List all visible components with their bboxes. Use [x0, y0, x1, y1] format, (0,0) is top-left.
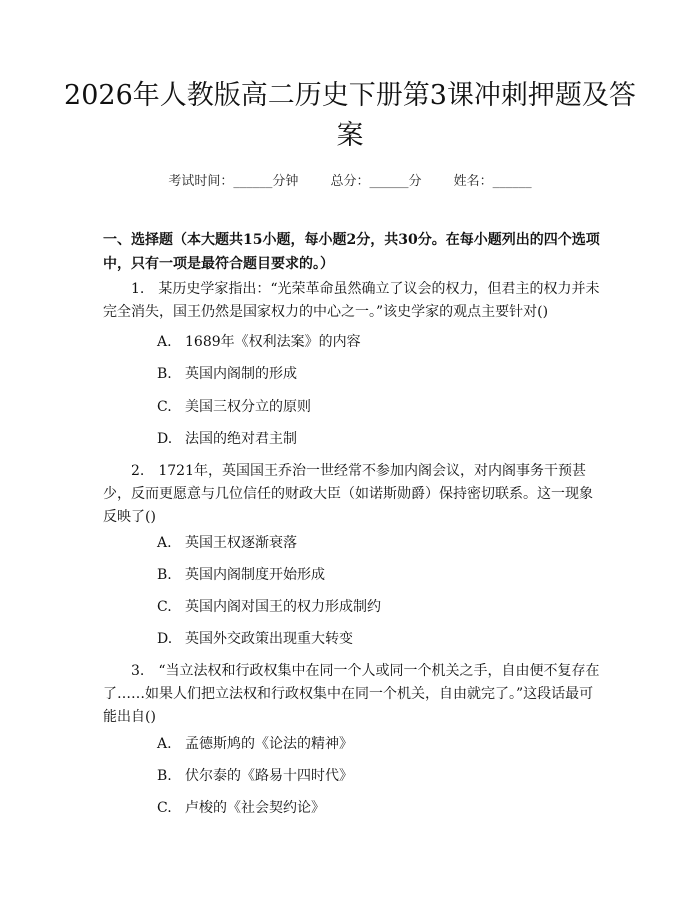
- question-1-option-d: [157, 429, 597, 449]
- question-2-option-d: [157, 629, 597, 649]
- question-3-stem: 3. “当立法权和行政权集中在同一个人或同一个机关之手，自由便不复存在了……如果人们把立法权和行政权集中在同一个机关，自由就完了。”这段话最可能出自(): [103, 663, 600, 725]
- question-1-option-c: [157, 397, 597, 417]
- option-text: 英国内阁制的形成: [185, 366, 297, 382]
- question-3-option-a: [157, 734, 597, 754]
- option-letter: C.: [157, 399, 172, 415]
- option-text: 伏尔泰的《路易十四时代》: [185, 768, 353, 784]
- question-2-option-a: [157, 533, 597, 553]
- option-letter: D.: [157, 631, 173, 647]
- option-text: 1689年《权利法案》的内容: [185, 334, 361, 350]
- student-name-field: 姓名：______: [453, 174, 532, 189]
- option-letter: A.: [157, 535, 172, 551]
- document-title: 2026年人教版高二历史下册第3课冲刺押题及答案: [64, 80, 636, 151]
- option-text: 英国王权逐渐衰落: [185, 535, 297, 551]
- exam-time-field: 考试时间：______分钟: [168, 174, 299, 189]
- option-text: 美国三权分立的原则: [185, 399, 311, 415]
- option-letter: C.: [157, 800, 172, 816]
- question-2-stem: 2. 1721年，英国国王乔治一世经常不参加内阁会议，对内阁事务干预甚少，反而更愿意与几位信任的财政大臣（如诺斯勋爵）保持密切联系。这一现象反映了(): [103, 463, 593, 525]
- option-text: 英国外交政策出现重大转变: [185, 631, 353, 647]
- option-letter: B.: [157, 567, 172, 583]
- option-text: 法国的绝对君主制: [185, 431, 297, 447]
- option-letter: A.: [157, 736, 172, 752]
- option-text: 英国内阁对国王的权力形成制约: [185, 599, 381, 615]
- question-3-option-c: [157, 798, 597, 818]
- option-letter: C.: [157, 599, 172, 615]
- section-heading: 一、选择题（本大题共15小题，每小题2分，共30分。在每小题列出的四个选项中，只有一项是最符合题目要求的。）: [103, 232, 600, 272]
- option-letter: B.: [157, 768, 172, 784]
- question-2-option-c: [157, 597, 597, 617]
- option-letter: D.: [157, 431, 173, 447]
- option-text: 卢梭的《社会契约论》: [185, 800, 325, 816]
- question-3-option-b: [157, 766, 597, 786]
- option-letter: B.: [157, 366, 172, 382]
- question-1-stem: 1. 某历史学家指出：“光荣革命虽然确立了议会的权力，但君主的权力并未完全消失，国王仍然是国家权力的中心之一。”该史学家的观点主要针对(): [103, 281, 600, 320]
- question-1-option-b: [157, 364, 597, 384]
- question-2-option-b: [157, 565, 597, 585]
- exam-info-line: [0, 170, 700, 189]
- option-letter: A.: [157, 334, 172, 350]
- total-score-field: 总分：______分: [330, 174, 422, 189]
- option-text: 英国内阁制度开始形成: [185, 567, 325, 583]
- option-text: 孟德斯鸠的《论法的精神》: [185, 736, 353, 752]
- question-1-option-a: [157, 332, 597, 352]
